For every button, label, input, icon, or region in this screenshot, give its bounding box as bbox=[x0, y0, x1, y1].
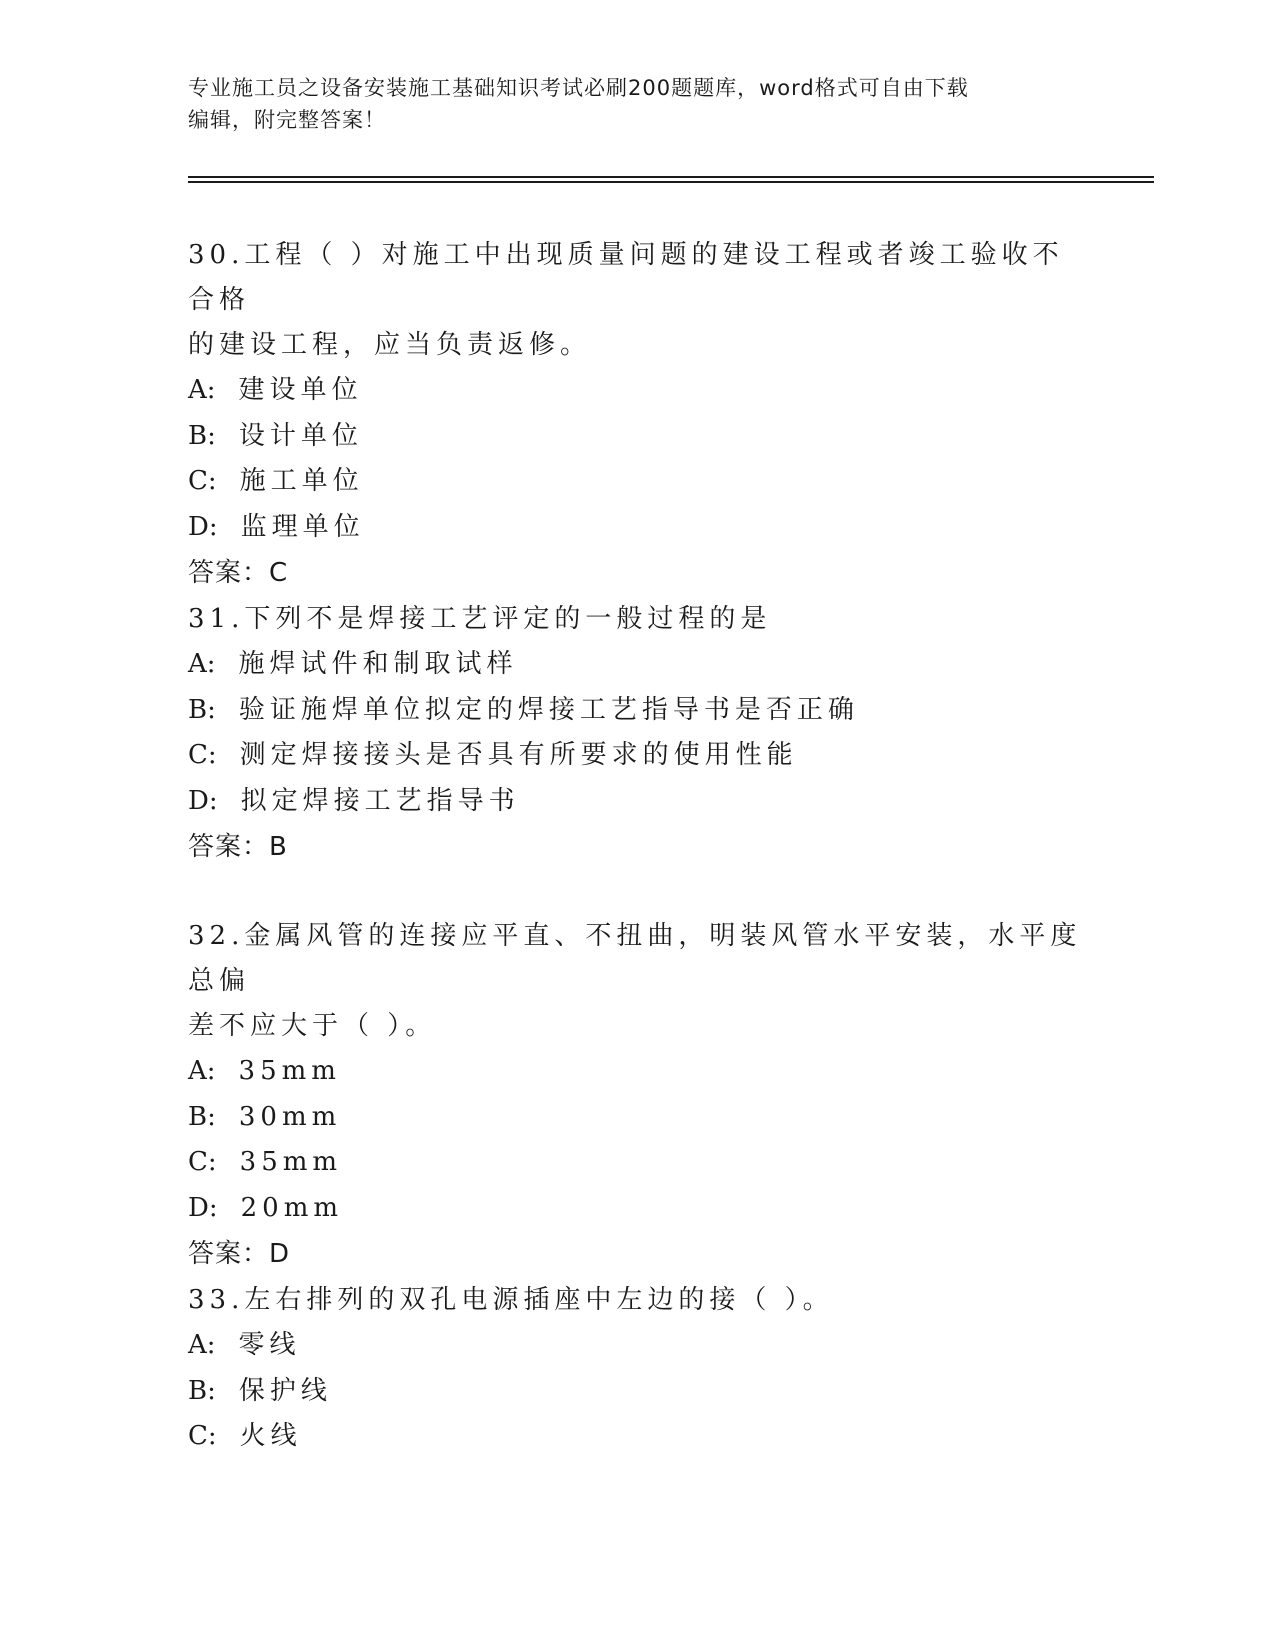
option-key: A bbox=[188, 1330, 207, 1360]
option-d: D: 监理单位 bbox=[188, 511, 365, 542]
option-a: A: 建设单位 bbox=[188, 375, 363, 405]
option-text: 测定焊接接头是否具有所要求的使用性能 bbox=[239, 740, 798, 770]
question-stem-line: 33.左右排列的双孔电源插座中左边的接（ ）。 bbox=[188, 1285, 834, 1315]
question-stem-line: 30.工程（ ）对施工中出现质量问题的建设工程或者竣工验收不合格 bbox=[188, 240, 1064, 315]
option-text: 设计单位 bbox=[238, 420, 363, 451]
option-text: 施焊试件和制取试样 bbox=[238, 649, 518, 679]
option-key: D bbox=[188, 1192, 209, 1223]
option-text: 拟定焊接工艺指导书 bbox=[240, 785, 520, 816]
option-key: D bbox=[188, 511, 209, 542]
question-32 bbox=[188, 914, 1088, 1277]
option-text: 建设单位 bbox=[238, 375, 363, 405]
option-key: C bbox=[188, 1147, 208, 1177]
header-divider-top bbox=[188, 176, 1154, 178]
option-a: A: 35mm bbox=[188, 1056, 341, 1086]
option-key: B bbox=[188, 694, 208, 725]
answer-line: 答案：D bbox=[188, 1239, 291, 1269]
question-stem-line: 的建设工程，应当负责返修。 bbox=[188, 330, 592, 360]
option-text: 35mm bbox=[239, 1147, 343, 1177]
option-key: C bbox=[188, 1421, 208, 1451]
option-b: B: 保护线 bbox=[188, 1375, 332, 1406]
option-text: 火线 bbox=[239, 1421, 302, 1451]
option-key: A bbox=[188, 1056, 207, 1086]
question-stem-line: 32.金属风管的连接应平直、不扭曲，明装风管水平安装，水平度总偏 bbox=[188, 921, 1082, 996]
question-30 bbox=[188, 233, 1088, 596]
option-text: 20mm bbox=[240, 1192, 344, 1223]
option-text: 施工单位 bbox=[239, 466, 364, 496]
answer-line: 答案：C bbox=[188, 558, 289, 588]
option-a: A: 零线 bbox=[188, 1330, 301, 1360]
option-a: A: 施焊试件和制取试样 bbox=[188, 649, 518, 679]
option-text: 30mm bbox=[238, 1101, 342, 1132]
option-key: A bbox=[188, 375, 207, 405]
answer-line: 答案：B bbox=[188, 832, 288, 862]
option-b: B: 设计单位 bbox=[188, 420, 363, 451]
option-key: B bbox=[188, 1101, 208, 1132]
option-text: 35mm bbox=[238, 1056, 341, 1086]
option-text: 验证施焊单位拟定的焊接工艺指导书是否正确 bbox=[238, 694, 859, 725]
document-header bbox=[188, 72, 1068, 136]
option-key: B bbox=[188, 420, 208, 451]
option-key: C bbox=[188, 740, 208, 770]
option-c: C: 火线 bbox=[188, 1421, 302, 1451]
option-c: C: 测定焊接接头是否具有所要求的使用性能 bbox=[188, 740, 798, 770]
option-c: C: 35mm bbox=[188, 1147, 343, 1177]
question-33 bbox=[188, 1278, 1088, 1460]
option-key: C bbox=[188, 466, 208, 496]
option-c: C: 施工单位 bbox=[188, 466, 364, 496]
option-d: D: 20mm bbox=[188, 1192, 344, 1223]
question-31 bbox=[188, 597, 1088, 870]
header-line-2: 编辑，附完整答案！ bbox=[188, 108, 386, 132]
option-text: 监理单位 bbox=[240, 511, 365, 542]
question-stem-line: 差不应大于（ ）。 bbox=[188, 1011, 437, 1041]
option-key: B bbox=[188, 1375, 208, 1406]
option-text: 保护线 bbox=[238, 1375, 332, 1406]
option-text: 零线 bbox=[238, 1330, 301, 1360]
option-d: D: 拟定焊接工艺指导书 bbox=[188, 785, 520, 816]
header-divider-bottom bbox=[188, 181, 1154, 183]
option-key: D bbox=[188, 785, 209, 816]
option-key: A bbox=[188, 649, 207, 679]
option-b: B: 验证施焊单位拟定的焊接工艺指导书是否正确 bbox=[188, 694, 859, 725]
question-stem-line: 31.下列不是焊接工艺评定的一般过程的是 bbox=[188, 604, 772, 634]
header-line-1: 专业施工员之设备安装施工基础知识考试必刷200题题库，word格式可自由下载 bbox=[188, 76, 969, 100]
option-b: B: 30mm bbox=[188, 1101, 342, 1132]
